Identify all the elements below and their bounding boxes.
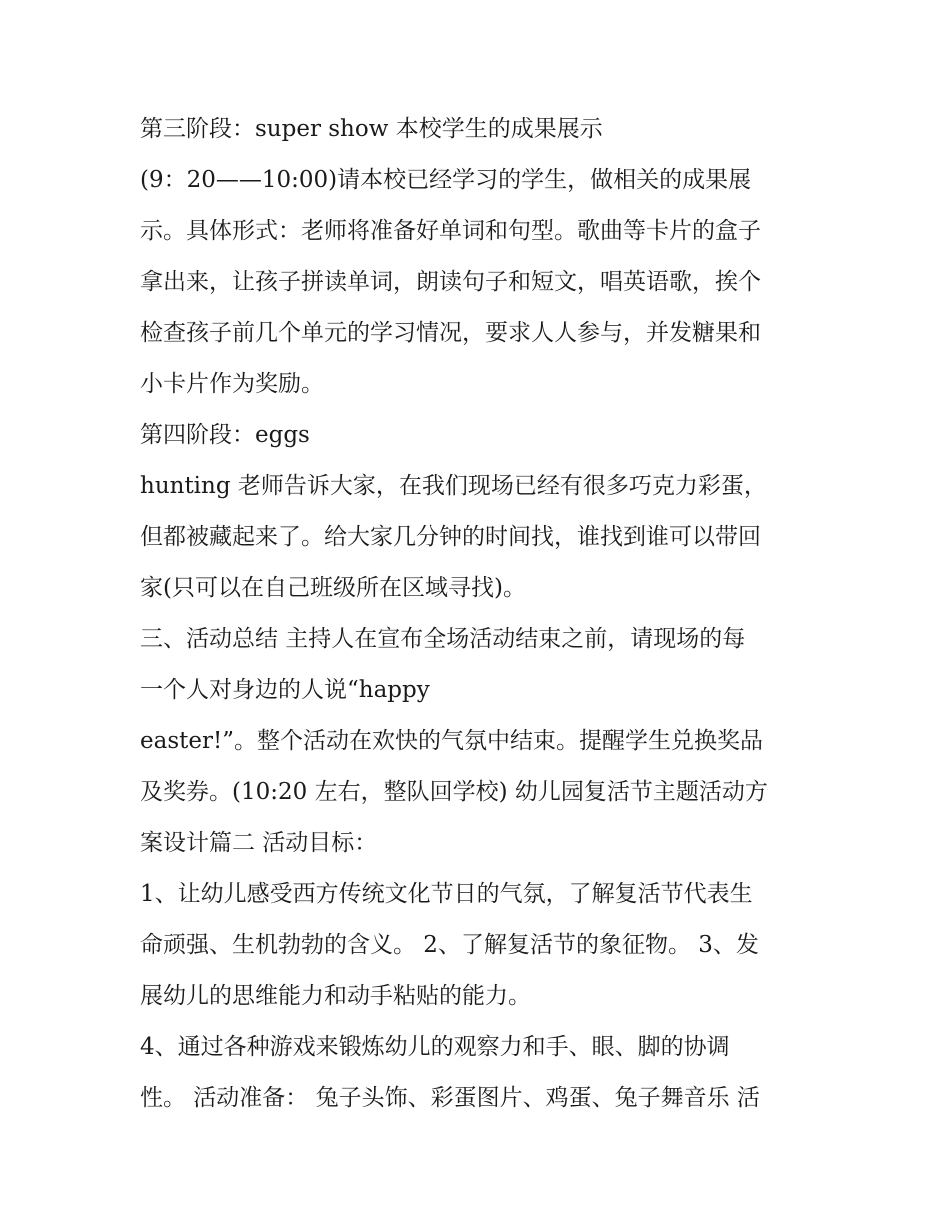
text-line: easter!”。整个活动在欢快的气氛中结束。提醒学生兑换奖品	[140, 728, 763, 754]
text-line: (9：20——10:00)请本校已经学习的学生，做相关的成果展	[140, 167, 752, 193]
text-line: 1、让幼儿感受西方传统文化节日的气氛，了解复活节代表生	[140, 881, 753, 907]
text-line: hunting 老师告诉大家，在我们现场已经有很多巧克力彩蛋，	[140, 473, 767, 499]
text-line: 示。具体形式：老师将准备好单词和句型。歌曲等卡片的盒子	[140, 218, 761, 244]
text-line: 检查孩子前几个单元的学习情况，要求人人参与，并发糖果和	[140, 320, 761, 346]
text-line: 展幼儿的思维能力和动手粘贴的能力。	[140, 983, 531, 1009]
document-body	[140, 104, 820, 1124]
text-line: 命顽强、生机勃勃的含义。 2、了解复活节的象征物。 3、发	[140, 932, 759, 958]
text-line: 家(只可以在自己班级所在区域寻找)。	[140, 575, 526, 601]
text-line: 第四阶段：eggs	[140, 422, 310, 448]
text-line: 但都被藏起来了。给大家几分钟的时间找，谁找到谁可以带回	[140, 524, 761, 550]
text-line: 性。 活动准备： 兔子头饰、彩蛋图片、鸡蛋、兔子舞音乐 活	[140, 1085, 760, 1111]
text-line: 一个人对身边的人说“happy	[140, 677, 430, 703]
text-line: 三、活动总结 主持人在宣布全场活动结束之前，请现场的每	[140, 626, 746, 652]
text-line: 小卡片作为奖励。	[140, 371, 324, 397]
text-line: 拿出来，让孩子拼读单词，朗读句子和短文，唱英语歌，挨个	[140, 269, 761, 295]
text-line: 案设计篇二 活动目标：	[140, 830, 378, 856]
text-line: 及奖券。(10:20 左右，整队回学校) 幼儿园复活节主题活动方	[140, 779, 768, 805]
text-line: 4、通过各种游戏来锻炼幼儿的观察力和手、眼、脚的协调	[140, 1034, 730, 1060]
text-line: 第三阶段：super show 本校学生的成果展示	[140, 116, 603, 142]
